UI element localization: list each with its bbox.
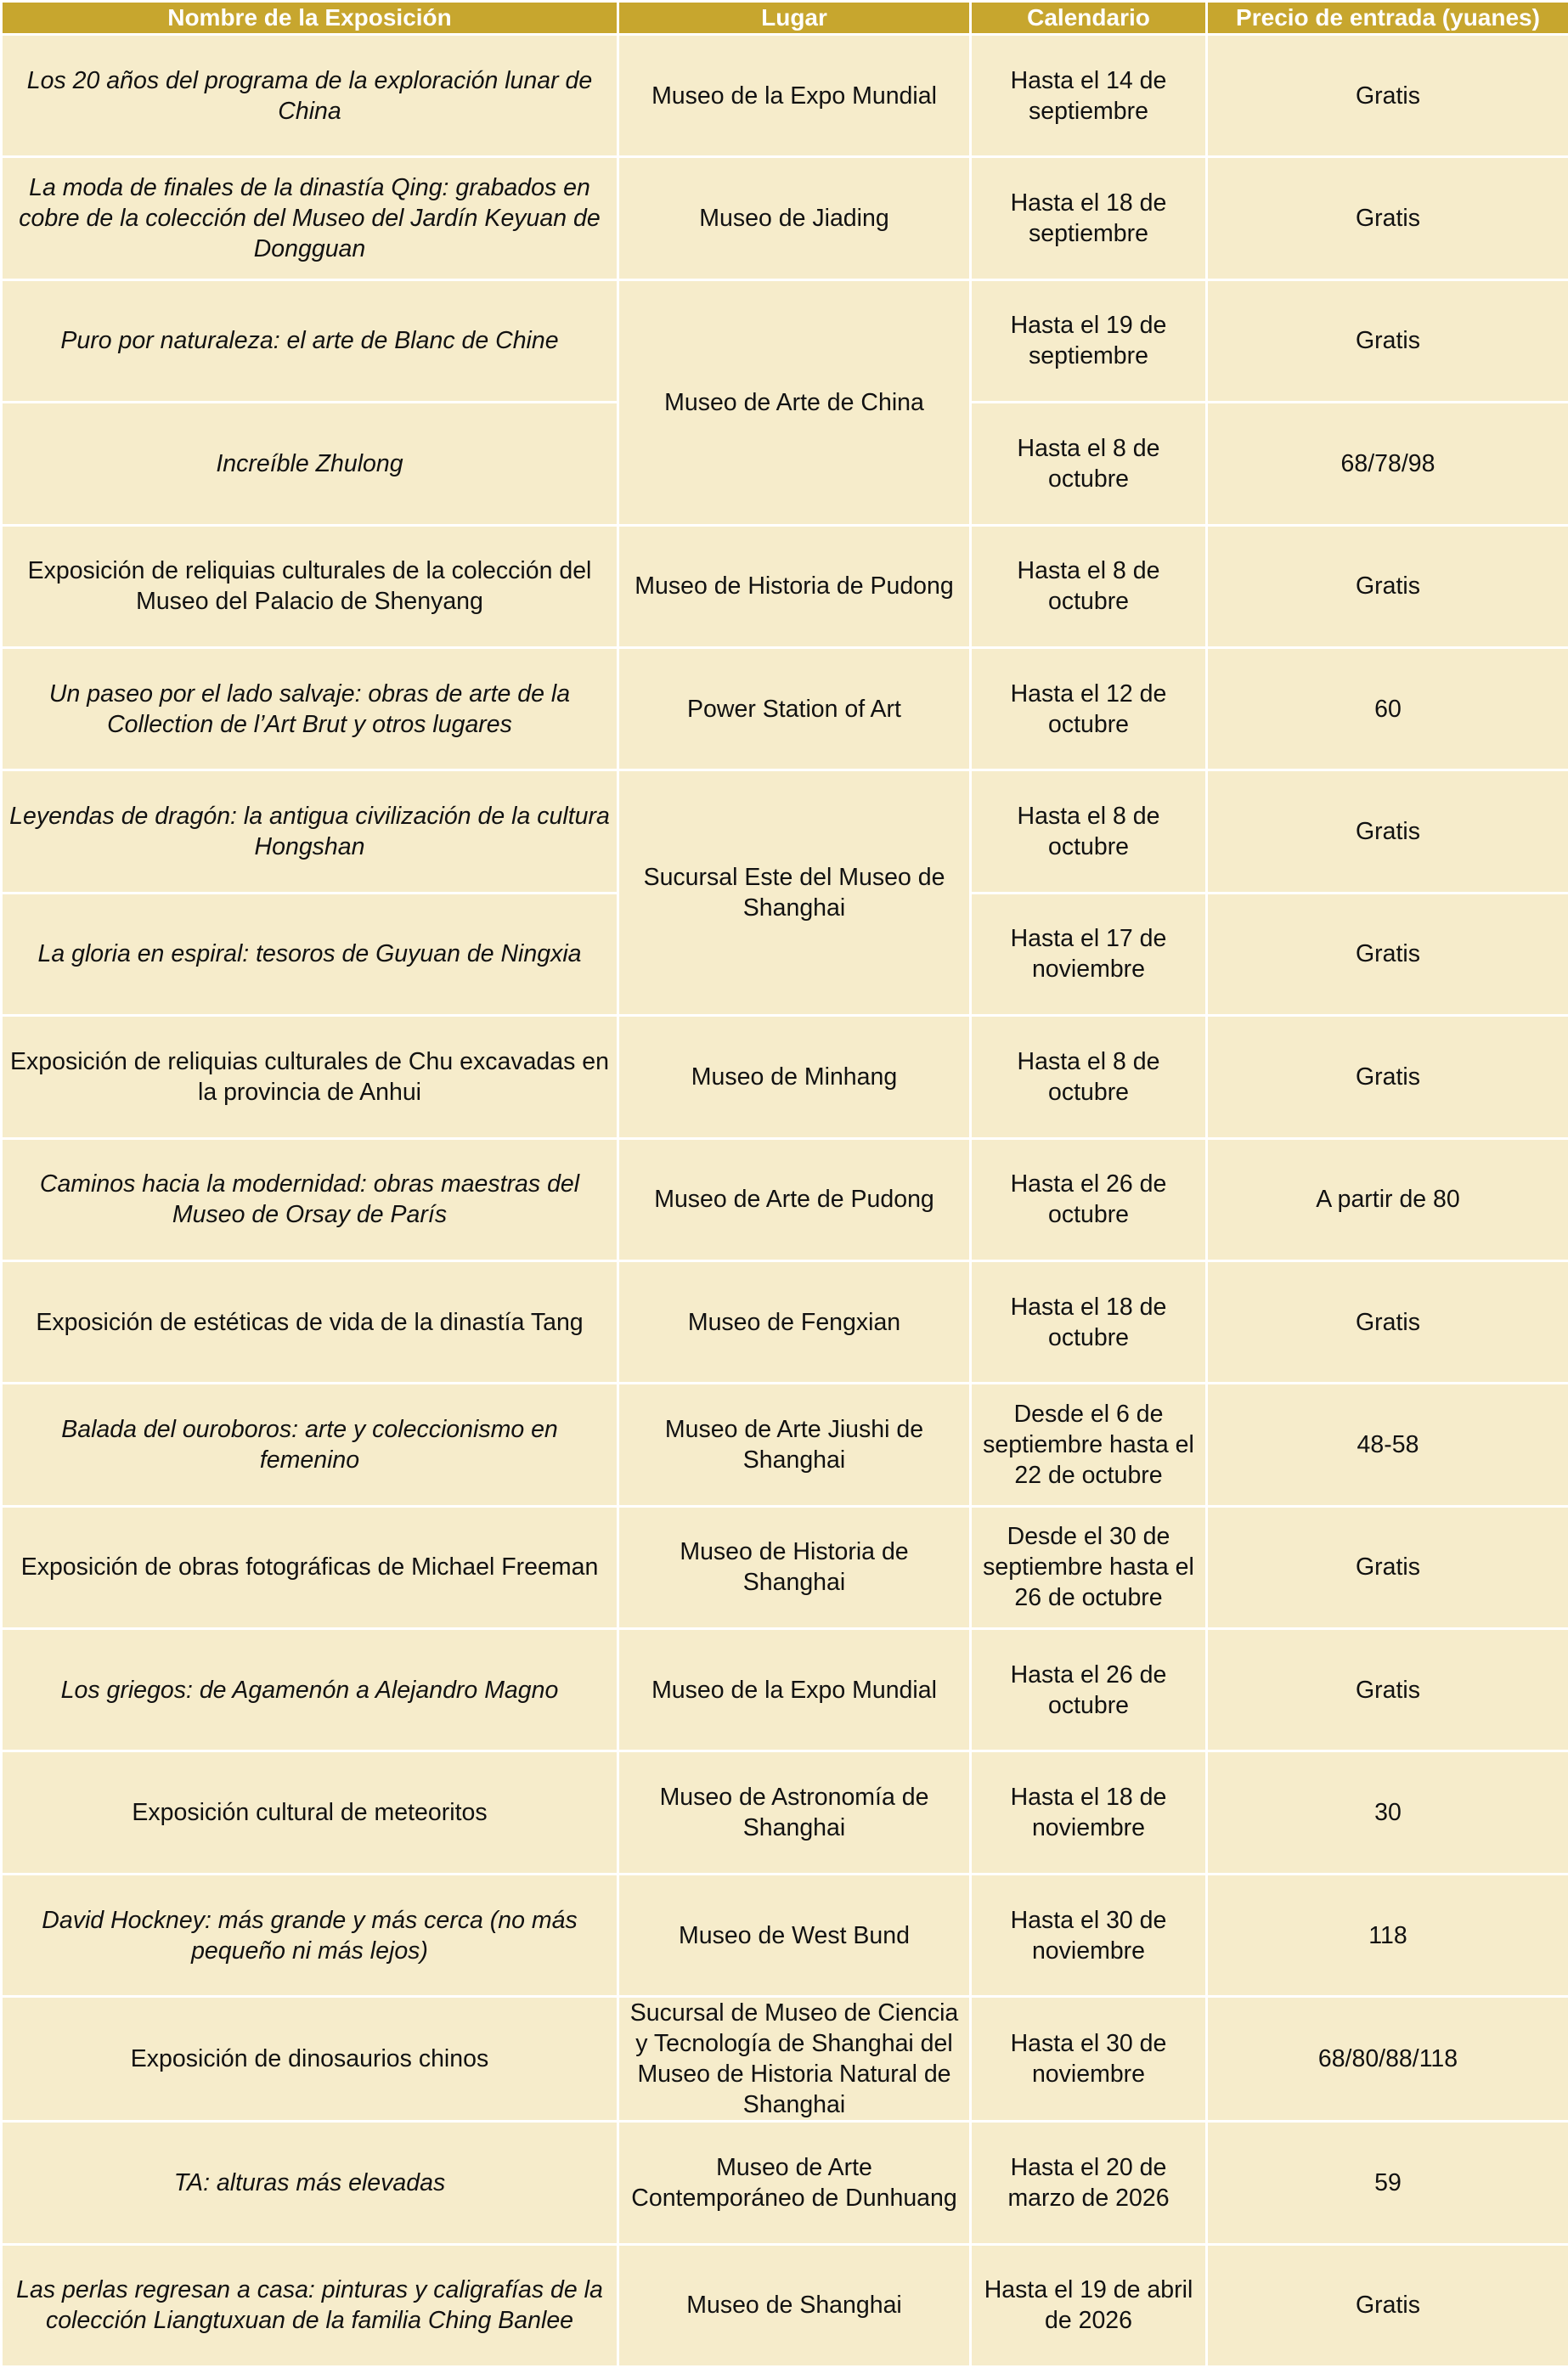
exhibition-schedule: Hasta el 19 de septiembre — [971, 279, 1207, 402]
exhibition-schedule: Hasta el 26 de octubre — [971, 1138, 1207, 1260]
exhibition-schedule: Hasta el 17 de noviembre — [971, 893, 1207, 1015]
exhibition-name: Exposición de obras fotográficas de Michael Freeman — [2, 1506, 618, 1628]
table-row — [2, 647, 1568, 770]
exhibition-venue: Sucursal de Museo de Ciencia y Tecnología de Shanghai del Museo de Historia Natural de Shanghai — [618, 1997, 971, 2122]
exhibition-venue: Museo de Historia de Pudong — [618, 525, 971, 647]
exhibition-name: Los 20 años del programa de la exploración lunar de China — [2, 35, 618, 157]
exhibition-schedule: Hasta el 8 de octubre — [971, 1016, 1207, 1138]
exhibition-venue: Sucursal Este del Museo de Shanghai — [618, 770, 971, 1016]
exhibition-schedule: Hasta el 8 de octubre — [971, 770, 1207, 893]
exhibition-name: TA: alturas más elevadas — [2, 2122, 618, 2244]
exhibition-venue: Museo de la Expo Mundial — [618, 1629, 971, 1751]
exhibition-price: 48-58 — [1207, 1384, 1568, 1506]
table-row — [2, 1506, 1568, 1628]
table-row — [2, 1629, 1568, 1751]
table-row — [2, 1016, 1568, 1138]
exhibition-price: Gratis — [1207, 1506, 1568, 1628]
exhibition-name: Exposición de estéticas de vida de la dinastía Tang — [2, 1260, 618, 1383]
exhibition-venue: Museo de Jiading — [618, 157, 971, 279]
exhibition-name: Exposición de reliquias culturales de Chu excavadas en la provincia de Anhui — [2, 1016, 618, 1138]
exhibition-price: Gratis — [1207, 1260, 1568, 1383]
exhibition-schedule: Hasta el 30 de noviembre — [971, 1874, 1207, 1996]
exhibition-price: Gratis — [1207, 893, 1568, 1015]
exhibition-schedule: Hasta el 19 de abril de 2026 — [971, 2244, 1207, 2366]
exhibition-venue: Museo de Arte de Pudong — [618, 1138, 971, 1260]
exhibition-price: Gratis — [1207, 525, 1568, 647]
exhibition-name: Increíble Zhulong — [2, 403, 618, 525]
header-price: Precio de entrada (yuanes) — [1207, 2, 1568, 35]
table-row — [2, 525, 1568, 647]
exhibition-name: Caminos hacia la modernidad: obras maestras del Museo de Orsay de París — [2, 1138, 618, 1260]
exhibition-venue: Museo de la Expo Mundial — [618, 35, 971, 157]
exhibition-venue: Museo de Minhang — [618, 1016, 971, 1138]
exhibition-schedule: Hasta el 18 de octubre — [971, 1260, 1207, 1383]
table-row — [2, 770, 1568, 893]
exhibition-schedule: Hasta el 12 de octubre — [971, 647, 1207, 770]
table-row — [2, 1997, 1568, 2122]
table-row — [2, 2244, 1568, 2366]
table-row — [2, 1138, 1568, 1260]
exhibition-schedule: Desde el 30 de septiembre hasta el 26 de octubre — [971, 1506, 1207, 1628]
table-header — [2, 2, 1568, 35]
table-row — [2, 35, 1568, 157]
exhibition-name: Un paseo por el lado salvaje: obras de arte de la Collection de l’Art Brut y otros lugares — [2, 647, 618, 770]
exhibition-price: Gratis — [1207, 2244, 1568, 2366]
table-body — [2, 35, 1568, 2367]
table-row — [2, 157, 1568, 279]
exhibition-venue: Museo de Arte de China — [618, 279, 971, 525]
table-row — [2, 1260, 1568, 1383]
exhibition-schedule: Hasta el 18 de noviembre — [971, 1751, 1207, 1874]
exhibition-price: Gratis — [1207, 1016, 1568, 1138]
exhibition-price: Gratis — [1207, 35, 1568, 157]
exhibition-venue: Museo de Fengxian — [618, 1260, 971, 1383]
exhibition-price: Gratis — [1207, 770, 1568, 893]
exhibition-name: La moda de finales de la dinastía Qing: grabados en cobre de la colección del Museo del Jardín Keyuan de Dongguan — [2, 157, 618, 279]
exhibition-price: 68/80/88/118 — [1207, 1997, 1568, 2122]
exhibition-name: Leyendas de dragón: la antigua civilización de la cultura Hongshan — [2, 770, 618, 893]
exhibition-name: Exposición de dinosaurios chinos — [2, 1997, 618, 2122]
exhibition-schedule: Hasta el 18 de septiembre — [971, 157, 1207, 279]
exhibition-schedule: Hasta el 14 de septiembre — [971, 35, 1207, 157]
exhibition-name: Puro por naturaleza: el arte de Blanc de Chine — [2, 279, 618, 402]
exhibition-name: Balada del ouroboros: arte y coleccionismo en femenino — [2, 1384, 618, 1506]
header-row — [2, 2, 1568, 35]
exhibition-name: Exposición cultural de meteoritos — [2, 1751, 618, 1874]
exhibition-name: Exposición de reliquias culturales de la colección del Museo del Palacio de Shenyang — [2, 525, 618, 647]
exhibition-name: La gloria en espiral: tesoros de Guyuan de Ningxia — [2, 893, 618, 1015]
exhibition-venue: Museo de Arte Contemporáneo de Dunhuang — [618, 2122, 971, 2244]
exhibition-venue: Museo de Shanghai — [618, 2244, 971, 2366]
exhibition-schedule: Hasta el 8 de octubre — [971, 403, 1207, 525]
table-row — [2, 279, 1568, 402]
exhibition-price: 68/78/98 — [1207, 403, 1568, 525]
exhibition-schedule: Hasta el 30 de noviembre — [971, 1997, 1207, 2122]
table-row — [2, 1874, 1568, 1996]
exhibition-price: Gratis — [1207, 157, 1568, 279]
exhibition-price: A partir de 80 — [1207, 1138, 1568, 1260]
exhibition-venue: Power Station of Art — [618, 647, 971, 770]
exhibition-name: David Hockney: más grande y más cerca (no más pequeño ni más lejos) — [2, 1874, 618, 1996]
exhibition-price: 118 — [1207, 1874, 1568, 1996]
header-schedule: Calendario — [971, 2, 1207, 35]
exhibition-schedule: Hasta el 26 de octubre — [971, 1629, 1207, 1751]
exhibition-price: 60 — [1207, 647, 1568, 770]
header-venue: Lugar — [618, 2, 971, 35]
exhibition-venue: Museo de Historia de Shanghai — [618, 1506, 971, 1628]
exhibition-schedule: Desde el 6 de septiembre hasta el 22 de octubre — [971, 1384, 1207, 1506]
exhibition-price: Gratis — [1207, 279, 1568, 402]
header-name: Nombre de la Exposición — [2, 2, 618, 35]
table-row — [2, 1751, 1568, 1874]
exhibition-price: 59 — [1207, 2122, 1568, 2244]
exhibition-name: Las perlas regresan a casa: pinturas y caligrafías de la colección Liangtuxuan de la familia Ching Banlee — [2, 2244, 618, 2366]
table-row — [2, 1384, 1568, 1506]
exhibition-venue: Museo de Astronomía de Shanghai — [618, 1751, 971, 1874]
exhibition-schedule: Hasta el 20 de marzo de 2026 — [971, 2122, 1207, 2244]
exhibition-venue: Museo de West Bund — [618, 1874, 971, 1996]
exhibition-price: Gratis — [1207, 1629, 1568, 1751]
exhibition-schedule: Hasta el 8 de octubre — [971, 525, 1207, 647]
exhibition-venue: Museo de Arte Jiushi de Shanghai — [618, 1384, 971, 1506]
table-row — [2, 2122, 1568, 2244]
exhibition-name: Los griegos: de Agamenón a Alejandro Magno — [2, 1629, 618, 1751]
exhibition-price: 30 — [1207, 1751, 1568, 1874]
